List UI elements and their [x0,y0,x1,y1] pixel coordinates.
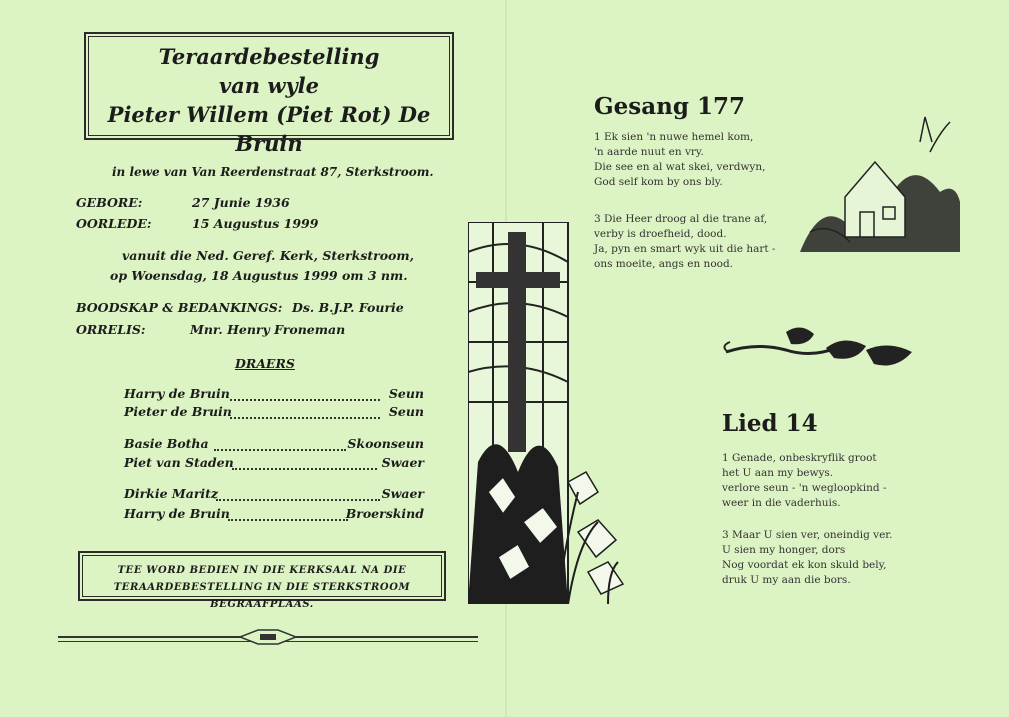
verse-line: Die see en al wat skei, verdwyn, [594,161,766,173]
tea-notice-box [78,551,446,610]
verse-line: 1 Genade, onbeskryflik groot [722,452,877,464]
verse-line: 1 Ek sien 'n nuwe hemel kom, [594,131,754,143]
verse-line: het U aan my bewys. [722,467,834,479]
cross-stained-glass-illustration-icon [468,222,628,604]
title-line-3: Pieter Willem (Piet Rot) De Bruin [107,102,431,156]
title-line-1: Teraardebestelling [158,44,380,69]
verse-line: 3 Maar U sien ver, oneindig ver. [722,529,893,541]
bearer-name: Dirkie Maritz [124,486,219,501]
bearer-name: Basie Botha [124,436,209,451]
hymn-2-title: Lied 14 [722,410,818,437]
title-line-2: van wyle [218,73,319,98]
dot-leader [232,468,377,470]
bearer-relation: Swaer [381,486,424,501]
message-value: Ds. B.J.P. Fourie [292,300,404,315]
hymn-1-verse-1 [594,130,765,190]
born-label: GEBORE: [76,195,143,210]
tea-line-1: TEE WORD BEDIEN IN DIE KERKSAAL NA DIE [117,565,407,576]
dot-leader [230,399,380,401]
verse-line: verlore seun - 'n wegloopkind - [722,482,887,494]
verse-line: Nog voordat ek kon skuld bely, [722,559,887,571]
bearer-relation: Broerskind [345,506,424,521]
organist-value: Mnr. Henry Froneman [190,322,346,337]
bearer-relation: Seun [388,386,424,401]
verse-line: druk U my aan die bors. [722,574,851,586]
service-line-1: vanuit die Ned. Geref. Kerk, Sterkstroom, [122,248,414,263]
hymn-2-verse-1 [722,451,887,511]
residence: in lewe van Van Reerdenstraat 87, Sterkstroom. [112,165,434,179]
bearer-relation: Swaer [381,455,424,470]
born-value: 27 Junie 1936 [192,195,290,210]
rule-ornament-icon [238,626,298,648]
verse-line: ons moeite, angs en nood. [594,258,734,270]
church-landscape-illustration-icon [800,112,960,252]
bearer-relation: Seun [388,404,424,419]
verse-line: weer in die vaderhuis. [722,497,841,509]
leaf-flourish-ornament-icon [716,320,916,376]
title-box [84,32,454,156]
bearers-heading: DRAERS [235,356,295,371]
organist-label: ORRELIS: [76,322,146,337]
tea-line-2: TERAARDEBESTELLING IN DIE STERKSTROOM BEGRAAFPLAAS. [113,582,411,610]
dot-leader [216,499,380,501]
verse-line: God self kom by ons bly. [594,176,723,188]
hymn-1-verse-3 [594,212,775,272]
bearer-relation: Skoonseun [347,436,424,451]
dot-leader [214,449,346,451]
dot-leader [230,417,380,419]
verse-line: 3 Die Heer droog al die trane af, [594,213,768,225]
service-line-2: op Woensdag, 18 Augustus 1999 om 3 nm. [110,268,408,283]
verse-line: verby is droefheid, dood. [594,228,727,240]
message-label: BOODSKAP & BEDANKINGS: [76,300,283,315]
verse-line: U sien my honger, dors [722,544,846,556]
died-value: 15 Augustus 1999 [192,216,319,231]
hymn-1-title: Gesang 177 [594,93,745,120]
died-label: OORLEDE: [76,216,152,231]
dot-leader [228,519,348,521]
verse-line: Ja, pyn en smart wyk uit die hart - [594,243,776,255]
hymn-2-verse-3 [722,528,893,588]
bearer-name: Pieter de Bruin [124,404,232,419]
bearer-name: Piet van Staden [124,455,234,470]
bearer-name: Harry de Bruin [124,386,230,401]
verse-line: 'n aarde nuut en vry. [594,146,704,158]
bearer-name: Harry de Bruin [124,506,230,521]
